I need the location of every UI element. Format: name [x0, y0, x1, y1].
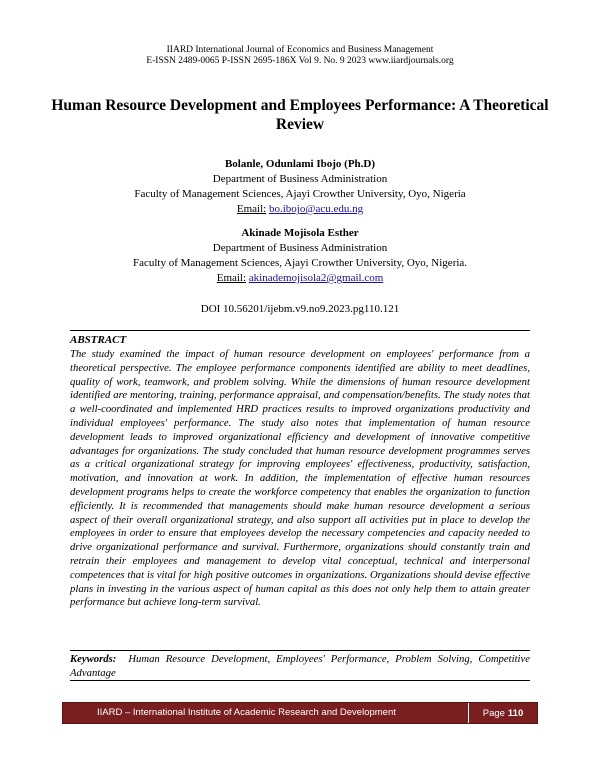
author-email-line	[0, 202, 600, 217]
author-faculty: Faculty of Management Sciences, Ajayi Crowther University, Oyo, Nigeria.	[132, 257, 468, 269]
author-email-line	[0, 271, 600, 286]
keywords-text: Human Resource Development, Employees' Performance, Problem Solving, Competitive Advantage	[70, 653, 530, 679]
divider-keywords-top	[70, 650, 530, 651]
page-number: 110	[507, 707, 524, 719]
email-link[interactable]: akinademojisola2@gmail.com	[248, 272, 384, 284]
divider-top	[70, 330, 530, 331]
author-block-2	[0, 226, 600, 286]
page-footer	[62, 702, 538, 724]
author-faculty: Faculty of Management Sciences, Ajayi Crowther University, Oyo, Nigeria	[134, 188, 466, 200]
email-label: Email:	[236, 203, 267, 215]
journal-name: IIARD International Journal of Economics and Business Management	[166, 45, 434, 55]
page-number-box	[468, 703, 537, 723]
author-block-1	[0, 157, 600, 217]
paper-title: Human Resource Development and Employees Performance: A Theoretical Review	[51, 97, 549, 133]
abstract-heading: ABSTRACT	[70, 334, 127, 346]
abstract-body: The study examined the impact of human resource development on employees' performance from a theoretical perspective. The employee performance components identified are ability to meet deadlines, quality of work, teamwork, and problem solving. While the dimensions of human resource development identified are mentoring, training, performance appraisal, and compensation/benefits. The study notes that a well-coordinated and implemented HRD practices results to improved organizations productivity and individual employees' performance. The study also notes that implementation of human resource development leads to improved organizational efficiency and development of innovative competitive advantages for organizations. The study concluded that human resource development programmes serves as a critical organizational strategy for improving employees' effectiveness, productivity, satisfaction, motivation, and innovation at work. In addition, the implementation of effective human resources development programs helps to create the workforce competency that enables the organization to function efficiently. It is recommended that managements should make human resource development a serious aspect of their overall organizational strategy, and also support all activities put in place to develop the employees in order to ensure that employees develop the necessary competencies and capacity needed to drive organizational performance and survival. Furthermore, organizations should constantly train and retrain their employees and management to develop vital conceptual, technical and interpersonal competences that is vital for high positive outcomes in organizations. Organizations should devise effective plans in investing in the various aspect of human capital as this does not only help them to attain greater performance but achieve long-term survival.	[70, 348, 530, 609]
footer-institute: IIARD – International Institute of Academic Research and Development	[97, 707, 396, 718]
author-name: Akinade Mojisola Esther	[241, 227, 359, 239]
author-department: Department of Business Administration	[212, 242, 388, 254]
keywords-block	[70, 653, 530, 681]
email-link[interactable]: bo.ibojo@acu.edu.ng	[268, 203, 364, 215]
doi-line: DOI 10.56201/ijebm.v9.no9.2023.pg110.121	[200, 303, 400, 315]
page-label: Page	[482, 707, 505, 719]
divider-keywords-bottom	[70, 680, 530, 681]
author-name: Bolanle, Odunlami Ibojo (Ph.D)	[224, 158, 376, 170]
email-label: Email:	[216, 272, 247, 284]
author-department: Department of Business Administration	[212, 173, 388, 185]
journal-header	[0, 45, 600, 67]
keywords-label: Keywords:	[70, 653, 117, 665]
journal-issn-line: E-ISSN 2489-0065 P-ISSN 2695-186X Vol 9. No. 9 2023 www.iiardjournals.org	[146, 56, 454, 66]
